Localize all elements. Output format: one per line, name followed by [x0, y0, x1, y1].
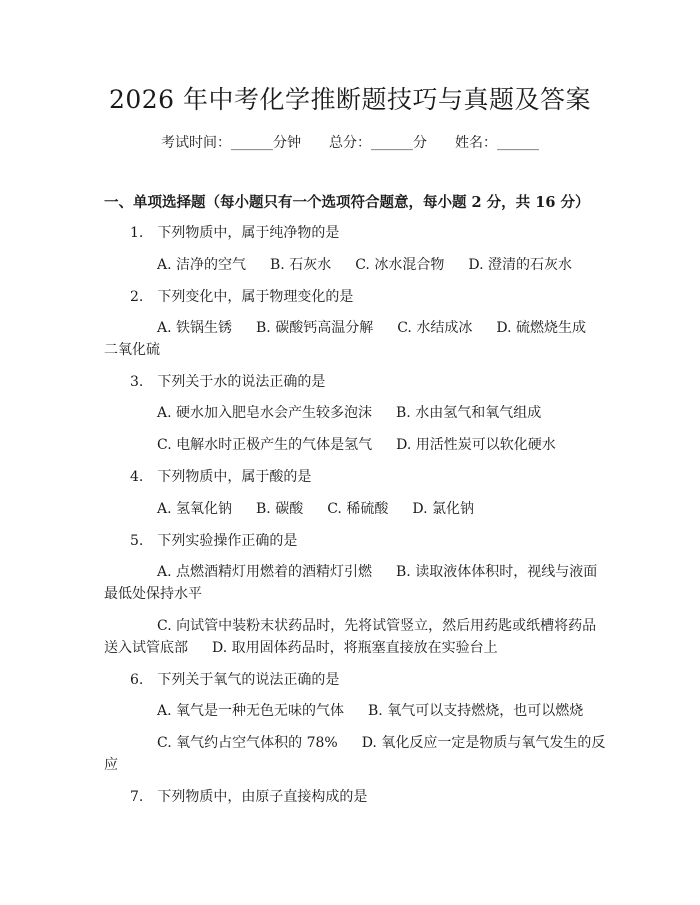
question-6-stem: 6. 下列关于氧气的说法正确的是 — [130, 672, 340, 688]
question-4-options — [157, 500, 474, 518]
section-heading-single-choice: 一、单项选择题（每小题只有一个选项符合题意，每小题 2 分，共 16 分） — [104, 194, 590, 211]
question-6-option-d: D. 氧化反应一定是物质与氧气发生的反 — [361, 735, 606, 751]
question-5-option-c-continued: 送入试管底部 — [104, 640, 188, 656]
question-3-options-row-1 — [157, 404, 541, 422]
question-2-stem: 2. 下列变化中，属于物理变化的是 — [130, 289, 354, 305]
question-2-option-b: B. 碳酸钙高温分解 — [256, 320, 374, 336]
question-1-option-b: B. 石灰水 — [270, 257, 332, 273]
question-3-options-row-2 — [157, 436, 556, 454]
question-5-option-d: D. 取用固体药品时，将瓶塞直接放在实验台上 — [212, 640, 498, 656]
question-6-option-a: A. 氧气是一种无色无味的气体 — [157, 703, 345, 719]
exam-meta — [0, 132, 700, 152]
question-1-option-a: A. 洁净的空气 — [157, 257, 247, 273]
total-score-field: 总分：______分 — [329, 135, 427, 151]
question-5-option-b: B. 读取液体体积时，视线与液面 — [396, 564, 598, 580]
question-1-options — [157, 256, 572, 274]
question-5-options-row-1 — [157, 563, 597, 581]
question-5-option-a: A. 点燃酒精灯用燃着的酒精灯引燃 — [157, 564, 373, 580]
question-5-option-b-continued: 最低处保持水平 — [104, 586, 202, 602]
question-2-options — [157, 319, 586, 337]
question-6-options-row-2 — [157, 734, 605, 752]
student-name-field: 姓名：______ — [455, 135, 539, 151]
question-2-option-d: D. 硫燃烧生成 — [496, 320, 586, 336]
question-3-option-a: A. 硬水加入肥皂水会产生较多泡沫 — [157, 405, 373, 421]
question-6-options-row-1 — [157, 702, 583, 720]
question-4-option-b: B. 碳酸 — [256, 501, 304, 517]
question-6-option-b: B. 氧气可以支持燃烧，也可以燃烧 — [368, 703, 584, 719]
question-2-option-c: C. 水结成冰 — [397, 320, 473, 336]
question-4-option-c: C. 稀硫酸 — [327, 501, 389, 517]
question-3-option-b: B. 水由氢气和氧气组成 — [396, 405, 542, 421]
question-2-option-a: A. 铁锅生锈 — [157, 320, 233, 336]
question-4-option-a: A. 氢氧化钠 — [157, 501, 233, 517]
question-6-option-d-continued: 应 — [104, 757, 118, 773]
question-5-stem: 5. 下列实验操作正确的是 — [130, 533, 298, 549]
question-4-option-d: D. 氯化钠 — [412, 501, 474, 517]
question-1-option-d: D. 澄清的石灰水 — [468, 257, 572, 273]
question-5-options-row-3 — [104, 639, 498, 657]
question-1-stem: 1. 下列物质中，属于纯净物的是 — [130, 225, 340, 241]
question-7-stem: 7. 下列物质中，由原子直接构成的是 — [130, 789, 368, 805]
question-2-option-d-continued: 二氧化硫 — [104, 342, 160, 358]
exam-time-field: 考试时间：______分钟 — [161, 135, 301, 151]
page-title: 2026 年中考化学推断题技巧与真题及答案 — [108, 85, 592, 114]
question-3-stem: 3. 下列关于水的说法正确的是 — [130, 374, 326, 390]
question-3-option-d: D. 用活性炭可以软化硬水 — [396, 437, 556, 453]
question-6-option-c: C. 氧气约占空气体积的 78% — [157, 735, 338, 751]
question-1-option-c: C. 冰水混合物 — [355, 257, 445, 273]
question-4-stem: 4. 下列物质中，属于酸的是 — [130, 469, 312, 485]
question-5-option-c: C. 向试管中装粉末状药品时，先将试管竖立，然后用药匙或纸槽将药品 — [157, 618, 597, 634]
question-3-option-c: C. 电解水时正极产生的气体是氢气 — [157, 437, 373, 453]
